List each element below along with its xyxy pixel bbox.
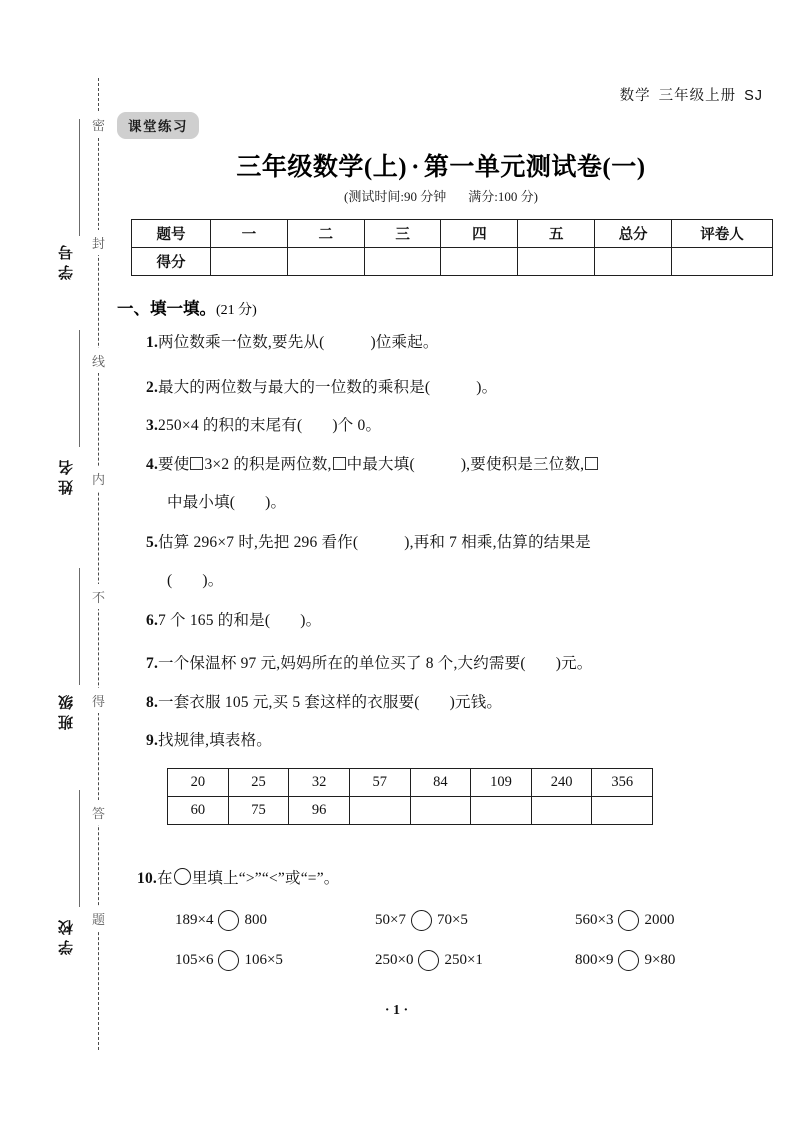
- title-separator: ·: [411, 154, 420, 181]
- table-row: [168, 769, 653, 797]
- question-3-text-b: )个 0。: [332, 417, 382, 434]
- seal-char-4: 不: [90, 584, 107, 609]
- compare-row-1: [175, 910, 775, 931]
- compare-item-5: [375, 950, 575, 971]
- question-2-number: 2.: [146, 379, 159, 396]
- pattern-r1-c0: 20: [168, 769, 229, 797]
- box-placeholder-icon[interactable]: [333, 457, 346, 470]
- compare-6-right: 9×80: [644, 952, 676, 968]
- question-10-number: 10.: [137, 870, 157, 887]
- question-6-text-b: )。: [300, 612, 322, 629]
- compare-row-2: [175, 950, 775, 971]
- question-4-number: 4.: [146, 456, 159, 473]
- score-cell-1[interactable]: [287, 248, 364, 276]
- pattern-r1-c3: 57: [349, 769, 410, 797]
- pattern-r1-c6: 240: [531, 769, 592, 797]
- page-number: · 1 ·: [384, 1003, 409, 1018]
- table-row-header: [132, 220, 773, 248]
- question-5-line2: [167, 568, 223, 590]
- practice-badge: 课堂练习: [117, 112, 199, 139]
- pattern-r2-c4[interactable]: [410, 797, 471, 825]
- pattern-r2-c2[interactable]: 96: [289, 797, 350, 825]
- question-3-text-a: 250×4 的积的末尾有(: [158, 417, 303, 434]
- question-5-text-c: (: [167, 572, 173, 589]
- seal-char-5: 得: [90, 688, 107, 713]
- question-4-text-e: 中最小填(: [167, 494, 236, 511]
- question-10-text-b: 里填上“>”“<”或“=”。: [191, 870, 340, 887]
- header-grade: 三年级上册: [658, 88, 737, 104]
- compare-1-right: 800: [244, 912, 267, 928]
- score-col-4: 五: [518, 220, 595, 248]
- score-cell-6[interactable]: [672, 248, 773, 276]
- compare-item-1: [175, 910, 375, 931]
- margin-label-school: 学校: [58, 915, 75, 955]
- question-4-text-d: ),要使积是三位数,: [460, 456, 585, 473]
- section-heading-text: 一、填一填。: [117, 299, 216, 318]
- compare-3-circle[interactable]: [618, 910, 639, 931]
- question-8-text-a: 一套衣服 105 元,买 5 套这样的衣服要(: [158, 694, 420, 711]
- score-cell-2[interactable]: [364, 248, 441, 276]
- pattern-r2-c6[interactable]: [531, 797, 592, 825]
- question-5: [146, 530, 591, 552]
- subtitle-time: (测试时间:90 分钟: [344, 189, 447, 204]
- compare-5-circle[interactable]: [418, 950, 439, 971]
- compare-1-circle[interactable]: [218, 910, 239, 931]
- pattern-r2-c3[interactable]: [349, 797, 410, 825]
- question-1-number: 1.: [146, 334, 159, 351]
- score-row-label-1: 得分: [132, 248, 211, 276]
- compare-3-right: 2000: [644, 912, 675, 928]
- compare-4-circle[interactable]: [218, 950, 239, 971]
- question-8-text-b: )元钱。: [449, 694, 503, 711]
- question-2-text-b: )。: [476, 379, 498, 396]
- question-2: [146, 375, 497, 397]
- pattern-r1-c4: 84: [410, 769, 471, 797]
- score-col-3: 四: [441, 220, 518, 248]
- box-placeholder-icon[interactable]: [190, 457, 203, 470]
- question-1-text-a: 两位数乘一位数,要先从(: [158, 334, 325, 351]
- question-3: [146, 413, 381, 435]
- margin-label-student-id: 学号: [58, 240, 75, 280]
- compare-6-circle[interactable]: [618, 950, 639, 971]
- compare-3-left: 560×3: [575, 912, 614, 928]
- compare-2-circle[interactable]: [411, 910, 432, 931]
- compare-2-left: 50×7: [375, 912, 406, 928]
- question-10: [137, 866, 340, 888]
- page-subtitle: [117, 186, 765, 205]
- compare-5-left: 250×0: [375, 952, 414, 968]
- question-1: [146, 330, 439, 352]
- question-5-text-a: 估算 296×7 时,先把 296 看作(: [158, 534, 359, 551]
- table-row: [132, 248, 773, 276]
- margin-label-name: 姓名: [58, 455, 75, 495]
- pattern-r1-c2: 32: [289, 769, 350, 797]
- pattern-r2-c7[interactable]: [592, 797, 653, 825]
- seal-char-0: 密: [90, 112, 107, 137]
- seal-char-2: 线: [90, 348, 107, 373]
- box-placeholder-icon[interactable]: [585, 457, 598, 470]
- seal-dashed-line: [98, 78, 99, 1050]
- seal-char-7: 题: [90, 906, 107, 931]
- score-col-5: 总分: [595, 220, 672, 248]
- question-5-text-b: ),再和 7 相乘,估算的结果是: [404, 534, 591, 551]
- seal-char-3: 内: [90, 466, 107, 491]
- question-4: [146, 452, 599, 474]
- subtitle-score: 满分:100 分): [468, 189, 538, 204]
- score-cell-5[interactable]: [595, 248, 672, 276]
- compare-item-3: [575, 910, 775, 931]
- compare-6-left: 800×9: [575, 952, 614, 968]
- section-points: (21 分): [216, 303, 257, 318]
- question-5-text-d: )。: [202, 572, 224, 589]
- compare-1-left: 189×4: [175, 912, 214, 928]
- score-table: [131, 219, 773, 276]
- question-7-text-a: 一个保温杯 97 元,妈妈所在的单位买了 8 个,大约需要(: [158, 655, 526, 672]
- question-3-number: 3.: [146, 417, 159, 434]
- compare-item-2: [375, 910, 575, 931]
- question-7: [146, 651, 592, 673]
- compare-2-right: 70×5: [436, 912, 468, 928]
- question-9-number: 9.: [146, 732, 159, 749]
- question-4-text-b: 3×2 的积是两位数,: [204, 456, 332, 473]
- score-cell-3[interactable]: [441, 248, 518, 276]
- pattern-r1-c7: 356: [592, 769, 653, 797]
- margin-rule-3: [79, 568, 80, 685]
- circle-placeholder-icon: [174, 868, 191, 885]
- pattern-r2-c0[interactable]: 60: [168, 797, 229, 825]
- margin-rule-4: [79, 790, 80, 907]
- score-col-6: 评卷人: [672, 220, 773, 248]
- compare-item-6: [575, 950, 775, 971]
- seal-char-6: 答: [90, 800, 107, 825]
- question-9-text-a: 找规律,填表格。: [158, 732, 273, 749]
- pattern-r2-c5[interactable]: [471, 797, 532, 825]
- score-col-1: 二: [287, 220, 364, 248]
- question-4-text-f: )。: [265, 494, 287, 511]
- title-left: 三年级数学(上): [236, 154, 408, 181]
- question-7-number: 7.: [146, 655, 159, 672]
- question-8-number: 8.: [146, 694, 159, 711]
- compare-item-4: [175, 950, 375, 971]
- pattern-table: [167, 768, 653, 825]
- score-cell-4[interactable]: [518, 248, 595, 276]
- question-4-text-c: 中最大填(: [346, 456, 415, 473]
- score-row-label-0: 题号: [132, 220, 211, 248]
- header-edition: SJ: [744, 88, 763, 104]
- margin-rule-2: [79, 330, 80, 447]
- margin-rule-1: [79, 119, 80, 236]
- question-8: [146, 690, 502, 712]
- question-5-number: 5.: [146, 534, 159, 551]
- question-6-text-a: 7 个 165 的和是(: [158, 612, 271, 629]
- score-cell-0[interactable]: [211, 248, 288, 276]
- seal-char-1: 封: [90, 230, 107, 255]
- pattern-r1-c1: 25: [228, 769, 289, 797]
- question-6-number: 6.: [146, 612, 159, 629]
- compare-5-right: 250×1: [444, 952, 483, 968]
- section-heading: [117, 295, 257, 319]
- question-1-text-b: )位乘起。: [370, 334, 439, 351]
- score-col-2: 三: [364, 220, 441, 248]
- document-header: [620, 84, 763, 105]
- question-7-text-b: )元。: [555, 655, 593, 672]
- score-col-0: 一: [211, 220, 288, 248]
- question-9: [146, 728, 272, 750]
- question-2-text-a: 最大的两位数与最大的一位数的乘积是(: [158, 379, 431, 396]
- table-row: [168, 797, 653, 825]
- question-4-text-a: 要使: [158, 456, 190, 473]
- compare-4-right: 106×5: [244, 952, 283, 968]
- question-10-text-a: 在: [156, 870, 173, 887]
- question-4-line2: [167, 490, 286, 512]
- pattern-r1-c5: 109: [471, 769, 532, 797]
- pattern-r2-c1[interactable]: 75: [228, 797, 289, 825]
- compare-4-left: 105×6: [175, 952, 214, 968]
- page-title: [117, 147, 765, 183]
- margin-label-class: 班级: [58, 690, 75, 730]
- header-subject: 数学: [619, 88, 651, 104]
- title-right: 第一单元测试卷(一): [423, 154, 646, 181]
- question-6: [146, 608, 321, 630]
